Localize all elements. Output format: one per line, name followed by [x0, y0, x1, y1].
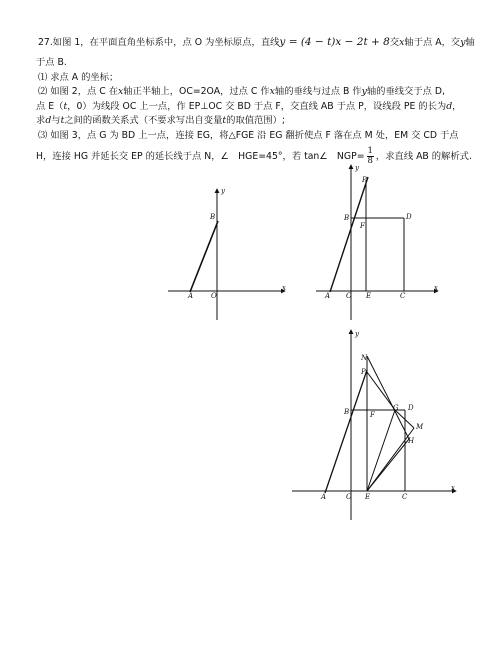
problem-text: 27.如图 1，在平面直角坐标系中，点 O 为坐标原点，直线: [38, 37, 280, 48]
figure-3-labels: [320, 330, 455, 501]
label-d: D: [408, 404, 414, 412]
label-a: A: [321, 493, 327, 501]
label-m: M: [416, 423, 424, 431]
problem-text: ⑵ 如图 2，点 C 在: [38, 86, 119, 97]
segment-pg: [367, 372, 395, 410]
problem-text: 求: [36, 115, 46, 126]
label-o: O: [346, 493, 352, 501]
figure-2-labels: [324, 164, 438, 300]
math-var: y: [361, 86, 367, 97]
fraction-numerator: 1: [367, 146, 373, 156]
segment-eg: [367, 410, 395, 491]
math-var: x: [269, 86, 275, 97]
line-formula: y = (4 − t)x − 2t + 8: [279, 36, 390, 48]
label-y: y: [355, 330, 359, 338]
label-g: G: [393, 404, 399, 412]
problem-text: 轴的垂线交于点 D,: [366, 86, 446, 97]
label-x: x: [434, 284, 438, 292]
problem-text: ⑴ 求点 A 的坐标；: [38, 72, 119, 83]
math-var: x: [118, 86, 124, 97]
figure-1-labels: [187, 187, 286, 300]
label-c: C: [400, 292, 406, 300]
label-h: H: [408, 437, 415, 445]
problem-text: 交: [389, 37, 400, 48]
label-y: y: [221, 187, 225, 195]
problem-text: H，连接 HG 并延长交 EP 的延长线于点 N，∠ HGE=45°，若 tan∠ NGP=: [36, 151, 365, 162]
label-b: B: [210, 213, 216, 221]
problem-text: 与: [51, 115, 61, 126]
math-var: t: [63, 101, 68, 112]
problem-text: ，: [452, 101, 462, 112]
line-nh: [367, 356, 409, 439]
label-f: F: [370, 411, 375, 419]
math-var: t: [60, 115, 65, 126]
problem-text: 点 E（: [36, 101, 64, 112]
label-x: x: [451, 484, 455, 492]
math-var: d: [45, 115, 52, 126]
label-b: B: [344, 408, 350, 416]
segment-em: [367, 428, 414, 491]
line-ab: [190, 221, 218, 292]
label-p: P: [361, 368, 366, 376]
label-e: E: [365, 493, 371, 501]
label-o: O: [211, 292, 217, 300]
math-var: d: [446, 101, 453, 112]
problem-text: ，0）为线段 OC 上一点，作 EP⊥OC 交 BD 于点 F，交直线 AB 于点 P，设线段 PE 的长为: [67, 101, 447, 112]
label-a: A: [325, 292, 331, 300]
label-n: N: [361, 354, 368, 362]
math-var: t: [222, 115, 227, 126]
label-p: P: [362, 176, 367, 184]
math-var: y: [460, 37, 466, 48]
label-f: F: [360, 222, 365, 230]
problem-text: 于点 B.: [36, 57, 67, 68]
label-d: D: [406, 213, 412, 221]
problem-text: 轴于点 A，交: [404, 37, 461, 48]
label-a: A: [188, 292, 194, 300]
label-y: y: [355, 164, 359, 172]
problem-text: 轴正半轴上，OC=2OA，过点 C 作: [123, 86, 270, 97]
label-b: B: [344, 214, 350, 222]
line-ab: [325, 370, 367, 493]
label-e: E: [366, 292, 372, 300]
figure-2: [316, 165, 438, 320]
figure-1: [168, 189, 285, 320]
figure-3: [292, 330, 456, 520]
problem-text: 之间的函数关系式（不要求写出自变量: [64, 115, 223, 126]
problem-text: ⑶ 如图 3，点 G 为 BD 上一点，连接 EG，将△FGE 沿 EG 翻折使点 F 落在点 M 处，EM 交 CD 于点: [38, 130, 459, 141]
label-x: x: [282, 284, 286, 292]
problem-text: 轴: [465, 37, 475, 48]
line-ab: [330, 177, 368, 292]
label-c: C: [402, 493, 408, 501]
fraction-denominator: 8: [367, 156, 373, 166]
problem-text: 的取值范围）;: [226, 115, 286, 126]
label-o: O: [346, 292, 352, 300]
problem-text: 轴的垂线与过点 B 作: [274, 86, 362, 97]
problem-text: ，求直线 AB 的解析式.: [375, 151, 472, 162]
math-var: x: [399, 37, 405, 48]
